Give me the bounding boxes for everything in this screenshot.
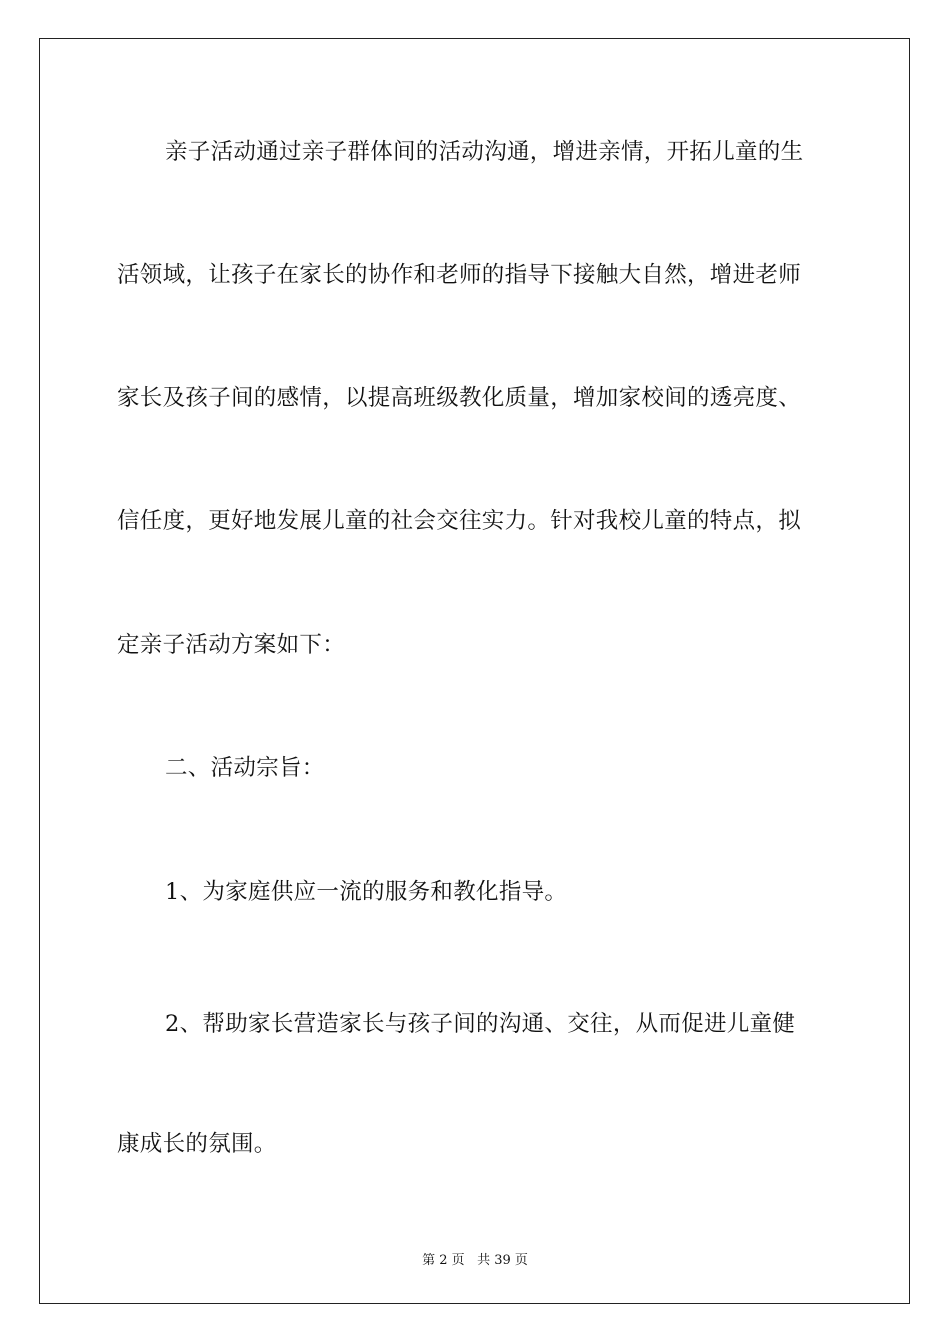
paragraph-line-5: 定亲子活动方案如下： [117, 632, 346, 658]
section-heading: 二、活动宗旨： [165, 755, 325, 781]
page-footer [0, 1249, 950, 1268]
page-total: 共 39 页 [477, 1253, 528, 1268]
paragraph-line-2: 活领域，让孩子在家长的协作和老师的指导下接触大自然，增进老师 [117, 262, 802, 288]
paragraph-line-3: 家长及孩子间的感情，以提高班级教化质量，增加家校间的透亮度、 [117, 385, 802, 411]
page-frame [39, 38, 910, 1304]
list-item-2-line-2: 康成长的氛围。 [117, 1131, 277, 1157]
paragraph-line-1: 亲子活动通过亲子群体间的活动沟通，增进亲情，开拓儿童的生 [165, 139, 804, 165]
paragraph-line-4: 信任度，更好地发展儿童的社会交往实力。针对我校儿童的特点，拟 [117, 508, 802, 534]
list-item-2-line-1: 2、帮助家长营造家长与孩子间的沟通、交往，从而促进儿童健 [165, 1011, 796, 1037]
page-number: 第 2 页 [422, 1253, 465, 1268]
list-item-1: 1、为家庭供应一流的服务和教化指导。 [165, 879, 568, 905]
